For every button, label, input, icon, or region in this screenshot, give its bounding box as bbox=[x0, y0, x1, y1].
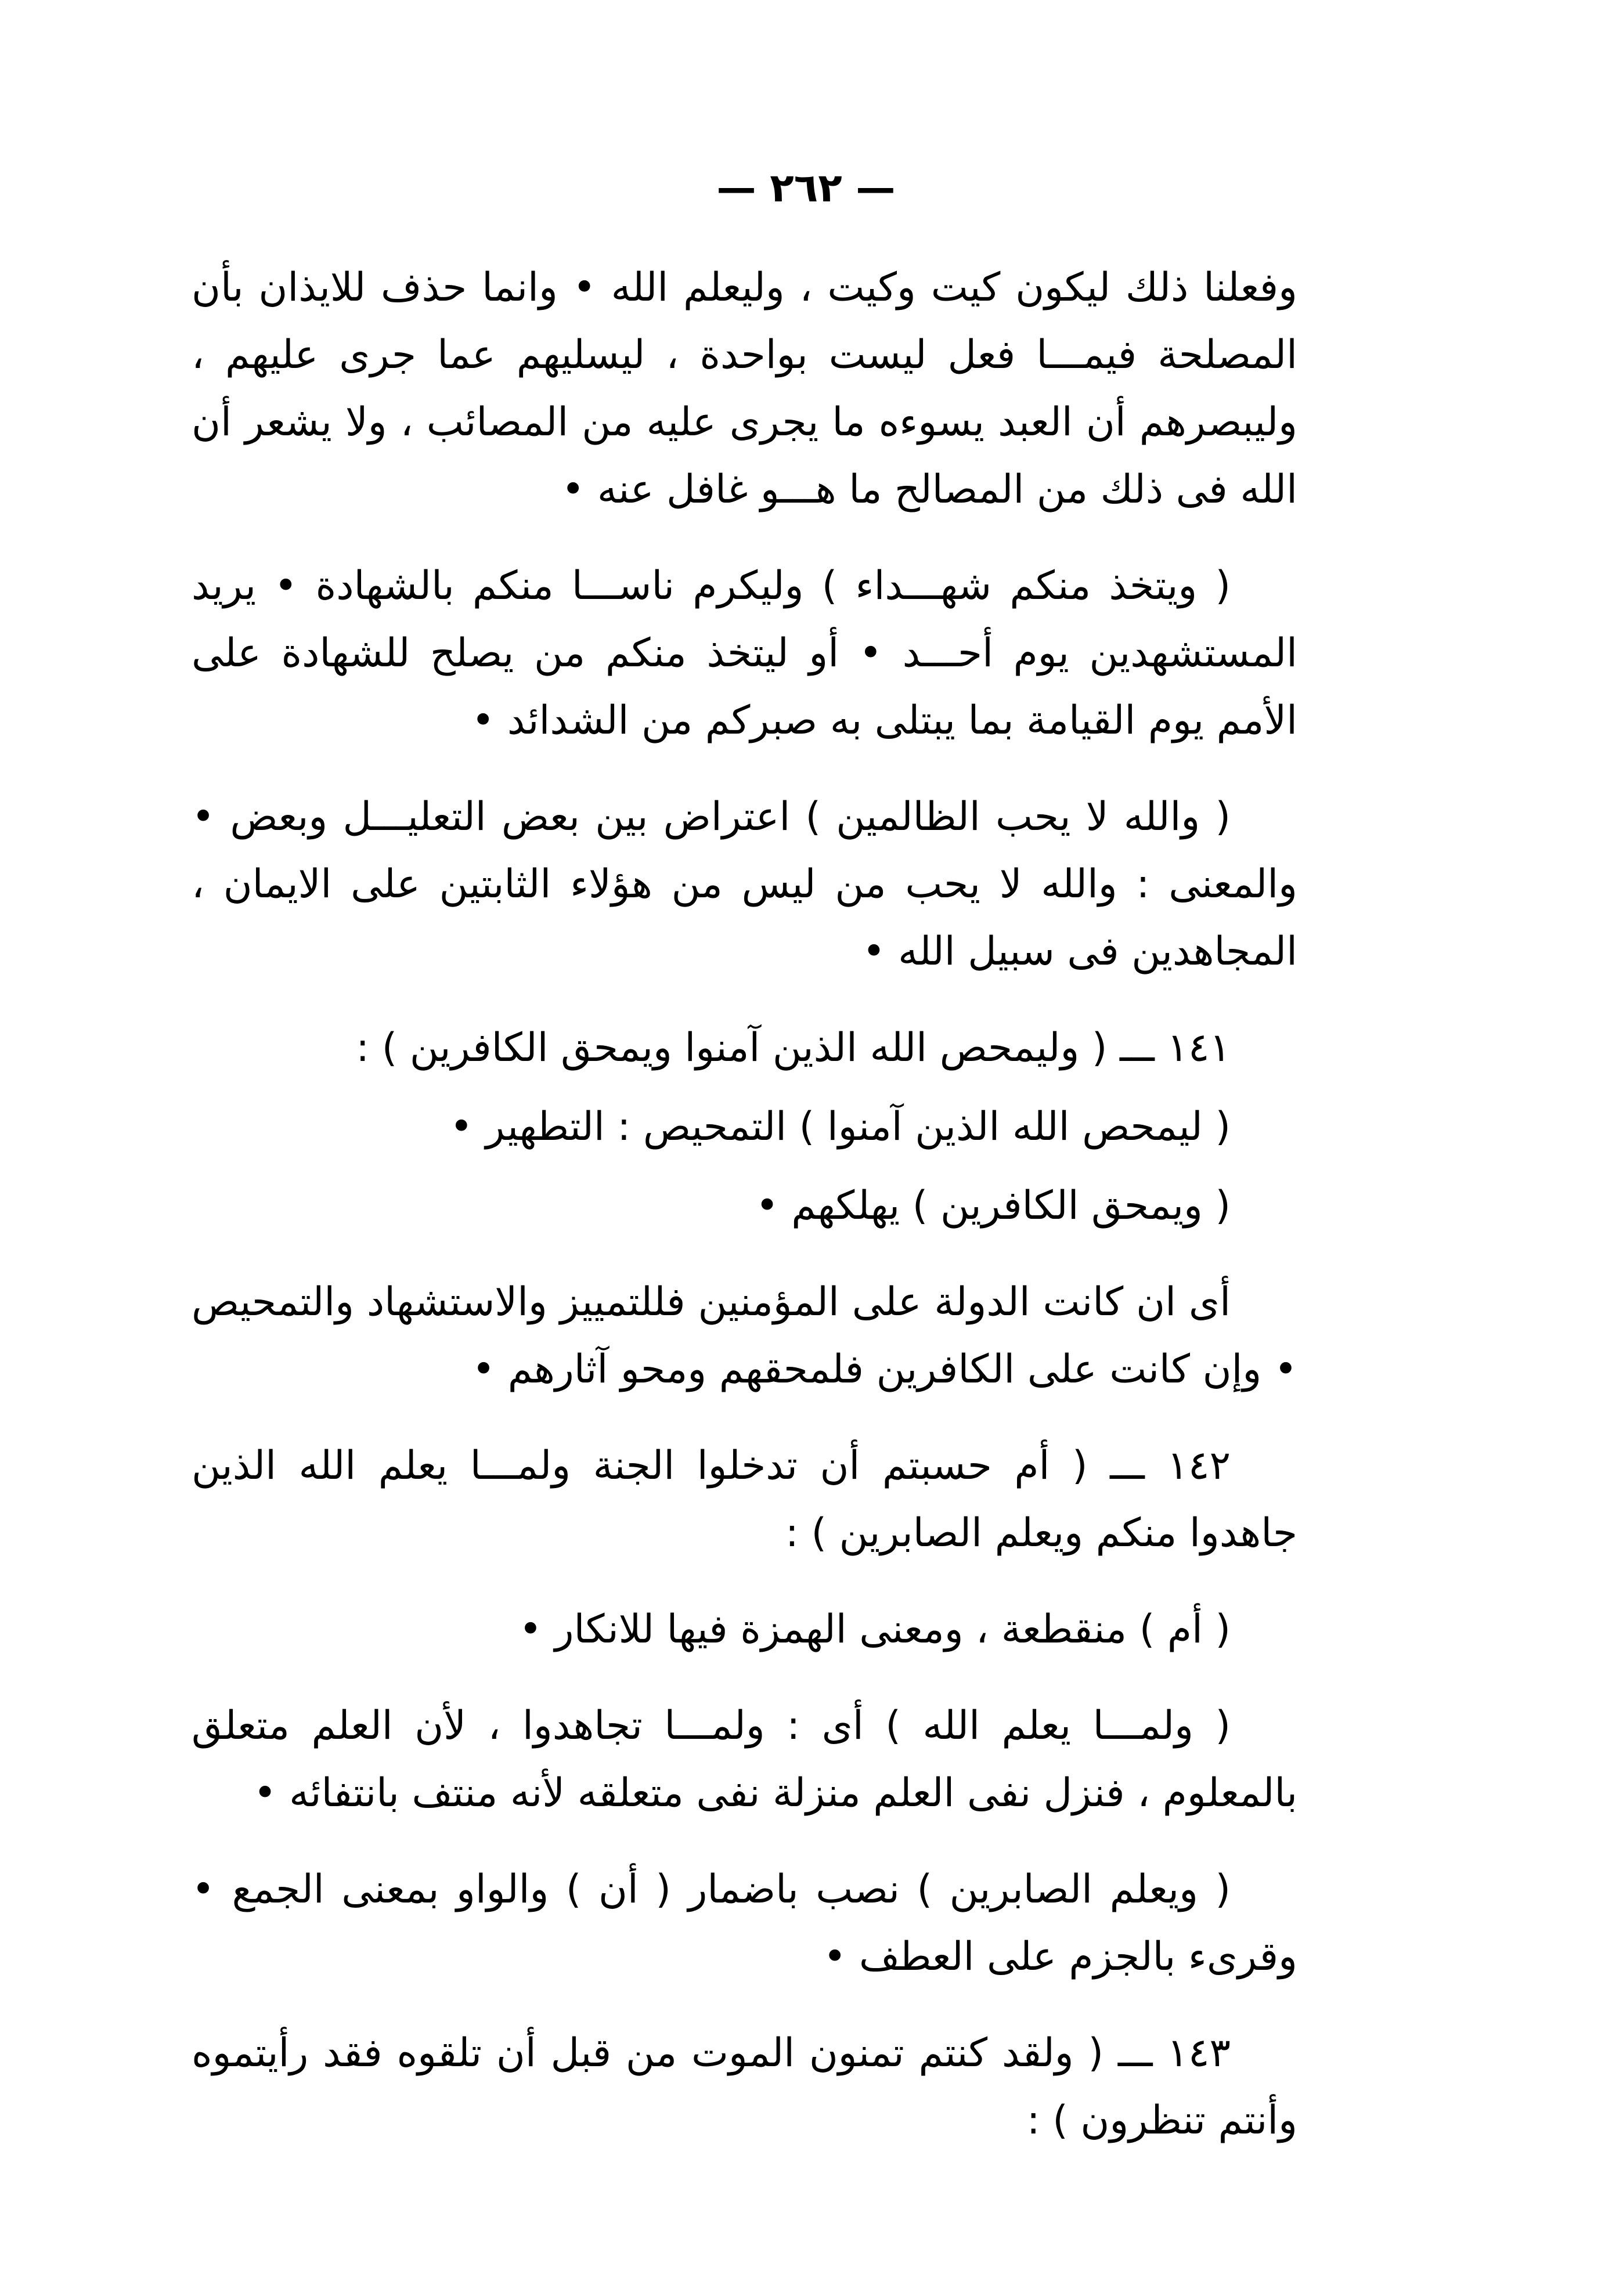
page-body bbox=[192, 254, 1297, 2183]
verse-141-heading: ١٤١ ـــ ( وليمحص الله الذين آمنوا ويمحق الكافرين ) : bbox=[356, 1025, 1231, 1071]
verse-142-heading: ١٤٢ ـــ ( أم حسبتم أن تدخلوا الجنة ولمـــا يعلم الله الذين جاهدوا منكم ويعلم الصابرين ) : bbox=[192, 1443, 1297, 1556]
paragraph-intro: وفعلنا ذلك ليكون كيت وكيت ، وليعلم الله • وانما حذف للايذان بأن المصلحة فيمـــا فعل ليست بواحدة ، ليسليهم عما جرى عليهم ، وليبصرهم أن العبد يسوءه ما يجرى عليه من المصائب ، ولا يشعر أن الله فى ذلك من المصالح ما هـــو غافل عنه • bbox=[192, 265, 1297, 512]
verse-141-gloss-2: ( ويمحق الكافرين ) يهلكهم • bbox=[755, 1183, 1231, 1229]
verse-143-heading: ١٤٣ ـــ ( ولقد كنتم تمنون الموت من قبل أن تلقوه فقد رأيتموه وأنتم تنظرون ) : bbox=[192, 2030, 1297, 2143]
verse-142-gloss-2: ( ولمـــا يعلم الله ) أى : ولمـــا تجاهدوا ، لأن العلم متعلق بالمعلوم ، فنزل نفى العلم منزلة نفى متعلقه لأنه منتف بانتفائه • bbox=[192, 1703, 1297, 1816]
verse-142-gloss-3: ( ويعلم الصابرين ) نصب باضمار ( أن ) والواو بمعنى الجمع • وقرىء بالجزم على العطف • bbox=[192, 1867, 1297, 1980]
verse-142-gloss-1: ( أم ) منقطعة ، ومعنى الهمزة فيها للانكار • bbox=[518, 1607, 1231, 1652]
paragraph-martyrs: ( ويتخذ منكم شهـــداء ) وليكرم ناســـا منكم بالشهادة • يريد المستشهدين يوم أحـــد • أو ليتخذ منكم من يصلح للشهادة على الأمم يوم القيامة بما يبتلى به صبركم من الشدائد • bbox=[192, 563, 1297, 743]
paragraph-wrongdoers: ( والله لا يحب الظالمين ) اعتراض بين بعض التعليـــل وبعض • والمعنى : والله لا يحب من ليس من هؤلاء الثابتين على الايمان ، المجاهدين فى سبيل الله • bbox=[192, 794, 1297, 974]
paragraph-state: أى ان كانت الدولة على المؤمنين فللتمييز والاستشهاد والتمحيص • وإن كانت على الكافرين فلمحقهم ومحو آثارهم • bbox=[192, 1279, 1297, 1392]
page-number: — ٢٦٢ — bbox=[716, 165, 896, 211]
verse-141-gloss-1: ( ليمحص الله الذين آمنوا ) التمحيص : التطهير • bbox=[449, 1104, 1231, 1150]
